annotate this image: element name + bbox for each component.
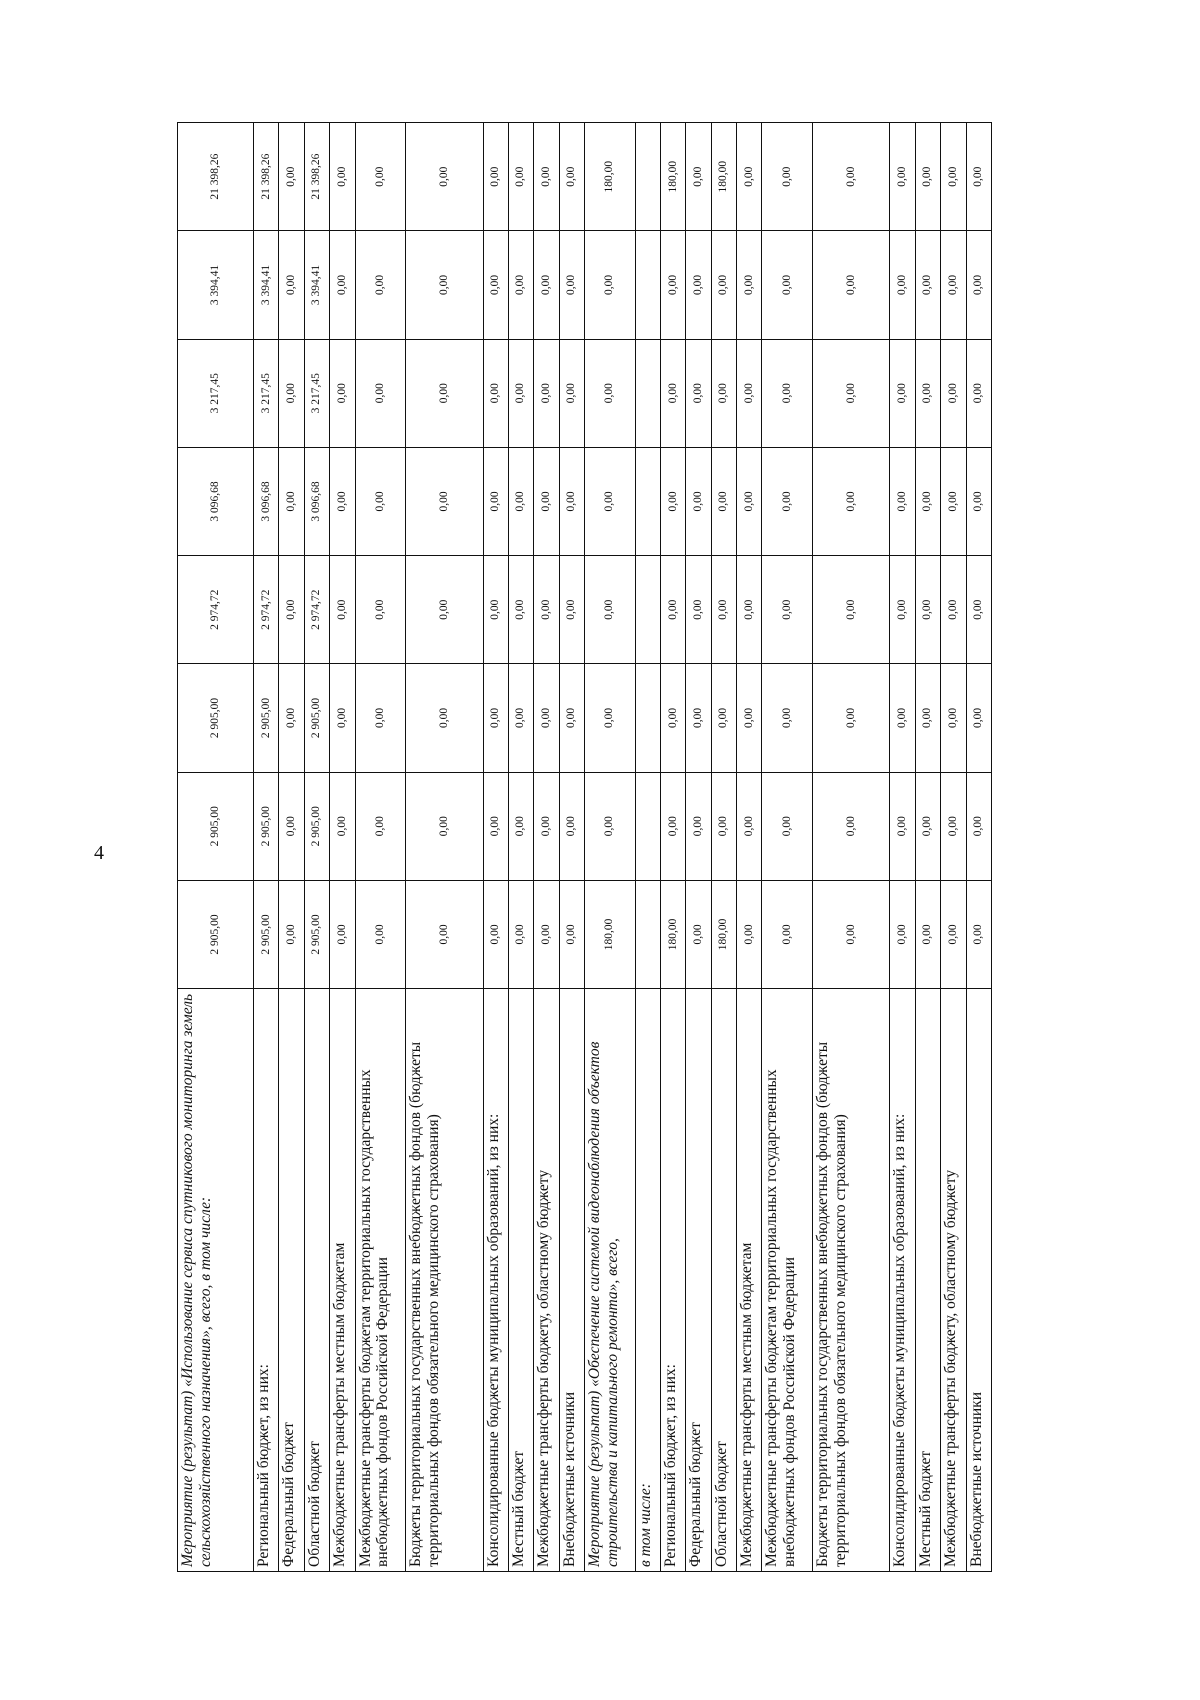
total-cell: 0,00 xyxy=(355,123,406,231)
year-value-cell: 2 905,00 xyxy=(304,772,329,880)
year-value-cell: 0,00 xyxy=(966,664,991,772)
year-value-cell: 0,00 xyxy=(711,231,736,339)
year-value-cell: 0,00 xyxy=(584,231,635,339)
year-value-cell: 2 974,72 xyxy=(178,556,254,664)
year-value-cell: 2 905,00 xyxy=(178,880,254,988)
table-row xyxy=(304,123,329,1572)
year-value-cell: 0,00 xyxy=(686,339,711,447)
year-value-cell: 0,00 xyxy=(890,231,915,339)
year-value-cell: 0,00 xyxy=(890,772,915,880)
year-value-cell: 0,00 xyxy=(941,772,966,880)
year-value-cell: 2 905,00 xyxy=(304,880,329,988)
year-value-cell: 0,00 xyxy=(686,880,711,988)
total-cell: 0,00 xyxy=(279,123,304,231)
year-value-cell: 0,00 xyxy=(279,772,304,880)
table-row xyxy=(508,123,533,1572)
total-cell: 0,00 xyxy=(508,123,533,231)
year-value-cell xyxy=(635,664,660,772)
rotated-table-container xyxy=(177,122,992,1572)
year-value-cell: 0,00 xyxy=(890,339,915,447)
year-value-cell: 0,00 xyxy=(508,556,533,664)
year-value-cell xyxy=(635,447,660,555)
year-value-cell: 0,00 xyxy=(966,880,991,988)
year-value-cell: 3 096,68 xyxy=(254,447,279,555)
year-value-cell: 0,00 xyxy=(330,772,355,880)
year-value-cell: 0,00 xyxy=(813,556,890,664)
year-value-cell: 0,00 xyxy=(966,231,991,339)
total-cell: 180,00 xyxy=(661,123,686,231)
total-cell: 0,00 xyxy=(941,123,966,231)
total-cell xyxy=(635,123,660,231)
table-row xyxy=(534,123,559,1572)
row-label: Мероприятие (результат) «Обеспечение системой видеонаблюдения объектов строительства и капитального ремонта», всего, xyxy=(584,989,635,1572)
year-value-cell: 0,00 xyxy=(737,556,762,664)
year-value-cell: 2 905,00 xyxy=(254,880,279,988)
row-label: Консолидированные бюджеты муниципальных образований, из них: xyxy=(483,989,508,1572)
year-value-cell: 0,00 xyxy=(508,231,533,339)
year-value-cell: 0,00 xyxy=(355,231,406,339)
year-value-cell: 0,00 xyxy=(890,664,915,772)
year-value-cell: 0,00 xyxy=(737,231,762,339)
year-value-cell: 0,00 xyxy=(966,447,991,555)
year-value-cell: 2 905,00 xyxy=(178,664,254,772)
year-value-cell: 0,00 xyxy=(483,556,508,664)
table-row xyxy=(406,123,483,1572)
table-row xyxy=(279,123,304,1572)
year-value-cell: 0,00 xyxy=(406,880,483,988)
year-value-cell: 0,00 xyxy=(483,339,508,447)
year-value-cell: 2 905,00 xyxy=(304,664,329,772)
table-row xyxy=(483,123,508,1572)
total-cell: 0,00 xyxy=(915,123,940,231)
year-value-cell: 0,00 xyxy=(559,231,584,339)
year-value-cell: 0,00 xyxy=(890,556,915,664)
table-row xyxy=(686,123,711,1572)
year-value-cell: 0,00 xyxy=(915,880,940,988)
row-label: Федеральный бюджет xyxy=(279,989,304,1572)
total-cell: 21 398,26 xyxy=(304,123,329,231)
year-value-cell: 0,00 xyxy=(534,664,559,772)
row-label: в том числе: xyxy=(635,989,660,1572)
year-value-cell: 0,00 xyxy=(762,664,813,772)
year-value-cell: 0,00 xyxy=(686,447,711,555)
total-cell: 0,00 xyxy=(762,123,813,231)
year-value-cell: 0,00 xyxy=(711,447,736,555)
year-value-cell: 0,00 xyxy=(762,880,813,988)
year-value-cell: 0,00 xyxy=(762,339,813,447)
year-value-cell: 0,00 xyxy=(813,447,890,555)
year-value-cell: 180,00 xyxy=(661,880,686,988)
year-value-cell: 0,00 xyxy=(813,880,890,988)
year-value-cell: 0,00 xyxy=(406,339,483,447)
year-value-cell: 3 394,41 xyxy=(254,231,279,339)
row-label: Консолидированные бюджеты муниципальных образований, из них: xyxy=(890,989,915,1572)
event-row xyxy=(584,123,635,1572)
table-row xyxy=(915,123,940,1572)
year-value-cell xyxy=(635,339,660,447)
year-value-cell: 0,00 xyxy=(483,664,508,772)
table-row xyxy=(890,123,915,1572)
year-value-cell: 0,00 xyxy=(915,664,940,772)
row-label: Региональный бюджет, из них: xyxy=(661,989,686,1572)
year-value-cell: 0,00 xyxy=(330,339,355,447)
total-cell: 0,00 xyxy=(813,123,890,231)
year-value-cell xyxy=(635,880,660,988)
table-row xyxy=(762,123,813,1572)
subheading-row xyxy=(635,123,660,1572)
total-cell: 180,00 xyxy=(711,123,736,231)
year-value-cell: 0,00 xyxy=(661,339,686,447)
year-value-cell: 0,00 xyxy=(584,664,635,772)
year-value-cell: 0,00 xyxy=(813,772,890,880)
year-value-cell: 2 974,72 xyxy=(254,556,279,664)
year-value-cell: 0,00 xyxy=(711,339,736,447)
row-label: Бюджеты территориальных государственных внебюджетных фондов (бюджеты территориальных фондов обязательного медицинского страхования) xyxy=(406,989,483,1572)
year-value-cell: 0,00 xyxy=(915,556,940,664)
year-value-cell: 0,00 xyxy=(534,880,559,988)
year-value-cell: 0,00 xyxy=(483,772,508,880)
year-value-cell: 0,00 xyxy=(737,772,762,880)
year-value-cell: 0,00 xyxy=(661,664,686,772)
year-value-cell: 0,00 xyxy=(559,664,584,772)
year-value-cell: 0,00 xyxy=(941,664,966,772)
year-value-cell: 0,00 xyxy=(559,339,584,447)
row-label: Межбюджетные трансферты бюджету, областному бюджету xyxy=(941,989,966,1572)
row-label: Местный бюджет xyxy=(508,989,533,1572)
year-value-cell: 3 096,68 xyxy=(178,447,254,555)
table-row xyxy=(559,123,584,1572)
year-value-cell: 0,00 xyxy=(406,231,483,339)
total-cell: 180,00 xyxy=(584,123,635,231)
total-cell: 21 398,26 xyxy=(254,123,279,231)
year-value-cell: 0,00 xyxy=(890,880,915,988)
year-value-cell: 0,00 xyxy=(330,231,355,339)
year-value-cell: 0,00 xyxy=(559,880,584,988)
year-value-cell: 0,00 xyxy=(661,447,686,555)
table-row xyxy=(941,123,966,1572)
total-cell: 0,00 xyxy=(406,123,483,231)
year-value-cell: 0,00 xyxy=(330,664,355,772)
table-row xyxy=(813,123,890,1572)
table-row xyxy=(661,123,686,1572)
year-value-cell: 0,00 xyxy=(813,231,890,339)
year-value-cell: 0,00 xyxy=(915,447,940,555)
year-value-cell: 0,00 xyxy=(279,231,304,339)
total-cell: 0,00 xyxy=(966,123,991,231)
year-value-cell: 0,00 xyxy=(406,772,483,880)
table-row xyxy=(737,123,762,1572)
page-number: 4 xyxy=(94,842,104,864)
year-value-cell: 0,00 xyxy=(584,772,635,880)
row-label: Региональный бюджет, из них: xyxy=(254,989,279,1572)
row-label: Мероприятие (результат) «Использование сервиса спутникового мониторинга земель сельскохозяйственного назначения», всего, в том числе: xyxy=(178,989,254,1572)
table-row xyxy=(711,123,736,1572)
year-value-cell: 0,00 xyxy=(941,880,966,988)
table-row xyxy=(966,123,991,1572)
year-value-cell: 3 217,45 xyxy=(254,339,279,447)
year-value-cell: 3 394,41 xyxy=(304,231,329,339)
year-value-cell: 0,00 xyxy=(711,664,736,772)
row-label: Внебюджетные источники xyxy=(966,989,991,1572)
year-value-cell: 0,00 xyxy=(915,231,940,339)
year-value-cell: 0,00 xyxy=(686,772,711,880)
year-value-cell xyxy=(635,231,660,339)
table-row xyxy=(254,123,279,1572)
year-value-cell: 0,00 xyxy=(508,339,533,447)
total-cell: 0,00 xyxy=(890,123,915,231)
budget-table xyxy=(177,122,992,1572)
table-row xyxy=(330,123,355,1572)
year-value-cell: 0,00 xyxy=(686,231,711,339)
year-value-cell: 0,00 xyxy=(559,556,584,664)
year-value-cell: 0,00 xyxy=(966,339,991,447)
year-value-cell: 0,00 xyxy=(915,772,940,880)
year-value-cell: 0,00 xyxy=(355,664,406,772)
row-label: Областной бюджет xyxy=(711,989,736,1572)
row-label: Межбюджетные трансферты местным бюджетам xyxy=(737,989,762,1572)
year-value-cell: 0,00 xyxy=(711,772,736,880)
year-value-cell: 0,00 xyxy=(534,772,559,880)
year-value-cell: 0,00 xyxy=(737,664,762,772)
year-value-cell: 0,00 xyxy=(711,556,736,664)
total-cell: 0,00 xyxy=(534,123,559,231)
year-value-cell: 0,00 xyxy=(966,556,991,664)
year-value-cell: 2 905,00 xyxy=(178,772,254,880)
year-value-cell: 0,00 xyxy=(330,880,355,988)
year-value-cell: 0,00 xyxy=(966,772,991,880)
year-value-cell: 180,00 xyxy=(711,880,736,988)
year-value-cell: 0,00 xyxy=(737,880,762,988)
row-label: Межбюджетные трансферты бюджетам территориальных государственных внебюджетных фондов Российской Федерации xyxy=(355,989,406,1572)
year-value-cell: 0,00 xyxy=(559,772,584,880)
year-value-cell: 0,00 xyxy=(762,447,813,555)
year-value-cell: 0,00 xyxy=(330,447,355,555)
year-value-cell: 0,00 xyxy=(355,772,406,880)
year-value-cell: 0,00 xyxy=(584,556,635,664)
year-value-cell: 3 096,68 xyxy=(304,447,329,555)
table-row xyxy=(355,123,406,1572)
year-value-cell: 0,00 xyxy=(355,447,406,555)
total-cell: 0,00 xyxy=(330,123,355,231)
row-label: Областной бюджет xyxy=(304,989,329,1572)
year-value-cell: 0,00 xyxy=(330,556,355,664)
year-value-cell: 0,00 xyxy=(941,447,966,555)
year-value-cell: 2 905,00 xyxy=(254,772,279,880)
year-value-cell: 0,00 xyxy=(534,556,559,664)
year-value-cell: 0,00 xyxy=(355,880,406,988)
year-value-cell: 0,00 xyxy=(686,556,711,664)
row-label: Внебюджетные источники xyxy=(559,989,584,1572)
year-value-cell: 3 217,45 xyxy=(304,339,329,447)
total-cell: 0,00 xyxy=(737,123,762,231)
year-value-cell: 0,00 xyxy=(941,556,966,664)
year-value-cell: 0,00 xyxy=(279,556,304,664)
year-value-cell: 0,00 xyxy=(941,339,966,447)
year-value-cell: 180,00 xyxy=(584,880,635,988)
total-cell: 0,00 xyxy=(686,123,711,231)
row-label: Межбюджетные трансферты бюджетам территориальных государственных внебюджетных фондов Российской Федерации xyxy=(762,989,813,1572)
row-label: Федеральный бюджет xyxy=(686,989,711,1572)
year-value-cell: 0,00 xyxy=(686,664,711,772)
total-cell: 21 398,26 xyxy=(178,123,254,231)
year-value-cell: 0,00 xyxy=(534,231,559,339)
year-value-cell: 0,00 xyxy=(584,339,635,447)
year-value-cell: 0,00 xyxy=(279,880,304,988)
year-value-cell: 0,00 xyxy=(483,231,508,339)
year-value-cell: 0,00 xyxy=(915,339,940,447)
row-label: Межбюджетные трансферты местным бюджетам xyxy=(330,989,355,1572)
year-value-cell: 0,00 xyxy=(355,339,406,447)
year-value-cell: 2 974,72 xyxy=(304,556,329,664)
total-cell: 0,00 xyxy=(559,123,584,231)
year-value-cell: 0,00 xyxy=(813,664,890,772)
year-value-cell: 0,00 xyxy=(737,447,762,555)
year-value-cell: 0,00 xyxy=(661,772,686,880)
year-value-cell: 0,00 xyxy=(279,447,304,555)
year-value-cell: 0,00 xyxy=(279,664,304,772)
year-value-cell: 0,00 xyxy=(406,664,483,772)
year-value-cell: 0,00 xyxy=(762,772,813,880)
year-value-cell: 0,00 xyxy=(584,447,635,555)
year-value-cell xyxy=(635,772,660,880)
year-value-cell: 0,00 xyxy=(508,664,533,772)
budget-table-body xyxy=(178,123,992,1572)
year-value-cell: 0,00 xyxy=(737,339,762,447)
year-value-cell: 3 394,41 xyxy=(178,231,254,339)
year-value-cell: 0,00 xyxy=(762,231,813,339)
year-value-cell: 3 217,45 xyxy=(178,339,254,447)
year-value-cell: 0,00 xyxy=(941,231,966,339)
row-label: Бюджеты территориальных государственных внебюджетных фондов (бюджеты территориальных фондов обязательного медицинского страхования) xyxy=(813,989,890,1572)
year-value-cell: 0,00 xyxy=(534,447,559,555)
year-value-cell: 0,00 xyxy=(508,447,533,555)
year-value-cell: 2 905,00 xyxy=(254,664,279,772)
year-value-cell: 0,00 xyxy=(508,772,533,880)
year-value-cell: 0,00 xyxy=(762,556,813,664)
year-value-cell: 0,00 xyxy=(406,447,483,555)
year-value-cell: 0,00 xyxy=(508,880,533,988)
year-value-cell: 0,00 xyxy=(406,556,483,664)
total-cell: 0,00 xyxy=(483,123,508,231)
year-value-cell: 0,00 xyxy=(483,880,508,988)
row-label: Местный бюджет xyxy=(915,989,940,1572)
year-value-cell: 0,00 xyxy=(661,231,686,339)
event-row xyxy=(178,123,254,1572)
year-value-cell: 0,00 xyxy=(355,556,406,664)
year-value-cell: 0,00 xyxy=(890,447,915,555)
year-value-cell: 0,00 xyxy=(483,447,508,555)
year-value-cell: 0,00 xyxy=(813,339,890,447)
year-value-cell: 0,00 xyxy=(559,447,584,555)
year-value-cell: 0,00 xyxy=(661,556,686,664)
year-value-cell: 0,00 xyxy=(534,339,559,447)
row-label: Межбюджетные трансферты бюджету, областному бюджету xyxy=(534,989,559,1572)
year-value-cell: 0,00 xyxy=(279,339,304,447)
year-value-cell xyxy=(635,556,660,664)
